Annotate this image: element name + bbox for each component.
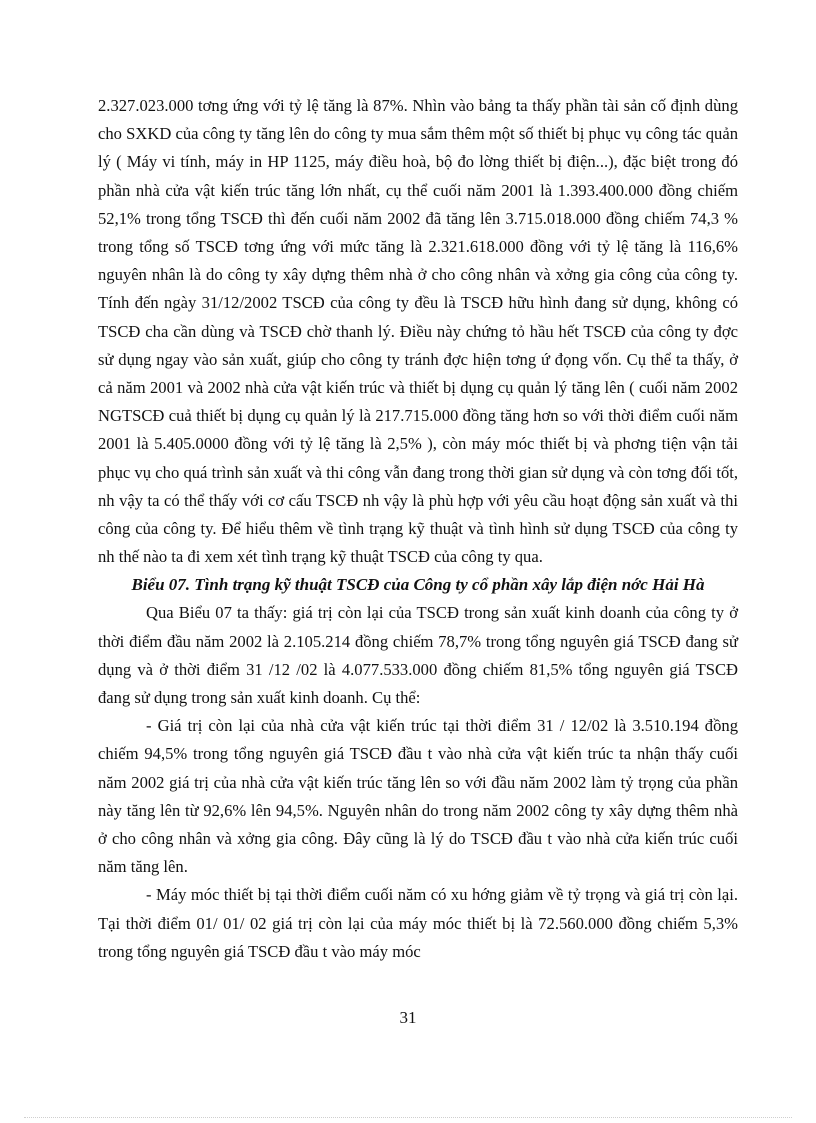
paragraph-machinery: - Máy móc thiết bị tại thời điểm cuối năm có xu hớng giảm về tỷ trọng và giá trị còn lại. Tại thời điểm 01/ 01/ 02 giá trị còn lại của máy móc thiết bị là 72.560.000 đồng chiếm 5,3% trong tổng nguyên giá TSCĐ đầu t vào máy móc	[98, 885, 738, 961]
paragraph-summary: Qua Biểu 07 ta thấy: giá trị còn lại của TSCĐ trong sản xuất kinh doanh của công ty ở thời điểm đầu năm 2002 là 2.105.214 đồng chiếm 78,7% trong tổng nguyên giá TSCĐ đang sử dụng và ở thời điểm 31 /12 /02 là 4.077.533.000 đồng chiếm 81,5% tổng nguyên giá TSCĐ đang sử dụng trong sản xuất kinh doanh. Cụ thể:	[98, 603, 738, 708]
document-body	[98, 92, 738, 966]
page-bottom-divider	[24, 1117, 792, 1118]
paragraph-buildings: - Giá trị còn lại của nhà cửa vật kiến trúc tại thời điểm 31 / 12/02 là 3.510.194 đồng chiếm 94,5% trong tổng nguyên giá TSCĐ đầu t vào nhà cửa vật kiến trúc ta nhận thấy cuối năm 2002 giá trị của nhà cửa vật kiến trúc tăng lên so với đầu năm 2002 làm tỷ trọng của phần này tăng lên từ 92,6% lên 94,5%. Nguyên nhân do trong năm 2002 công ty xây dựng thêm nhà ở cho công nhân và xởng gia công. Đây cũng là lý do TSCĐ đầu t vào nhà cửa kiến trúc cuối năm tăng lên.	[98, 716, 738, 877]
page-number: 31	[399, 1008, 417, 1027]
paragraph-intro: 2.327.023.000 tơng ứng với tỷ lệ tăng là 87%. Nhìn vào bảng ta thấy phần tài sản cố định dùng cho SXKD của công ty tăng lên do công ty mua sắm thêm một số thiết bị phục vụ công tác quản lý ( Máy vi tính, máy in HP 1125, máy điều hoà, bộ đo lờng thiết bị điện...), đặc biệt trong đó phần nhà cửa vật kiến trúc tăng lớn nhất, cụ thể cuối năm 2001 là 1.393.400.000 đồng chiếm 52,1% trong tổng TSCĐ thì đến cuối năm 2002 đã tăng lên 3.715.018.000 đồng chiếm 74,3 % trong tổng số TSCĐ tơng ứng với mức tăng là 2.321.618.000 đồng với tỷ lệ tăng là 116,6% nguyên nhân là do công ty xây dựng thêm nhà ở cho công nhân và xởng gia công của công ty. Tính đến ngày 31/12/2002 TSCĐ của công ty đều là TSCĐ hữu hình đang sử dụng, không có TSCĐ cha cần dùng và TSCĐ chờ thanh lý. Điều này chứng tỏ hầu hết TSCĐ của công ty đợc sử dụng ngay vào sản xuất, giúp cho công ty tránh đợc hiện tơng ứ đọng vốn. Cụ thể ta thấy, ở cả năm 2001 và 2002 nhà cửa vật kiến trúc và thiết bị dụng cụ quản lý tăng lên ( cuối năm 2002 NGTSCĐ cuả thiết bị dụng cụ quản lý là 217.715.000 đồng tăng hơn so với thời điểm cuối năm 2001 là 5.405.0000 đồng với tỷ lệ tăng là 2,5% ), còn máy móc thiết bị và phơng tiện vận tải phục vụ cho quá trình sản xuất và thi công vẫn đang trong thời gian sử dụng và còn tơng đối tốt, nh vậy ta có thể thấy với cơ cấu TSCĐ nh vậy là phù hợp với yêu cầu hoạt động sản xuất và thi công của công ty. Để hiểu thêm về tình trạng kỹ thuật và tình hình sử dụng TSCĐ của công ty nh thế nào ta đi xem xét tình trạng kỹ thuật TSCĐ của công ty qua.	[98, 96, 738, 567]
table-caption-heading: Biểu 07. Tình trạng kỹ thuật TSCĐ của Công ty cổ phần xây lắp điện nớc Hải Hà	[131, 575, 705, 595]
